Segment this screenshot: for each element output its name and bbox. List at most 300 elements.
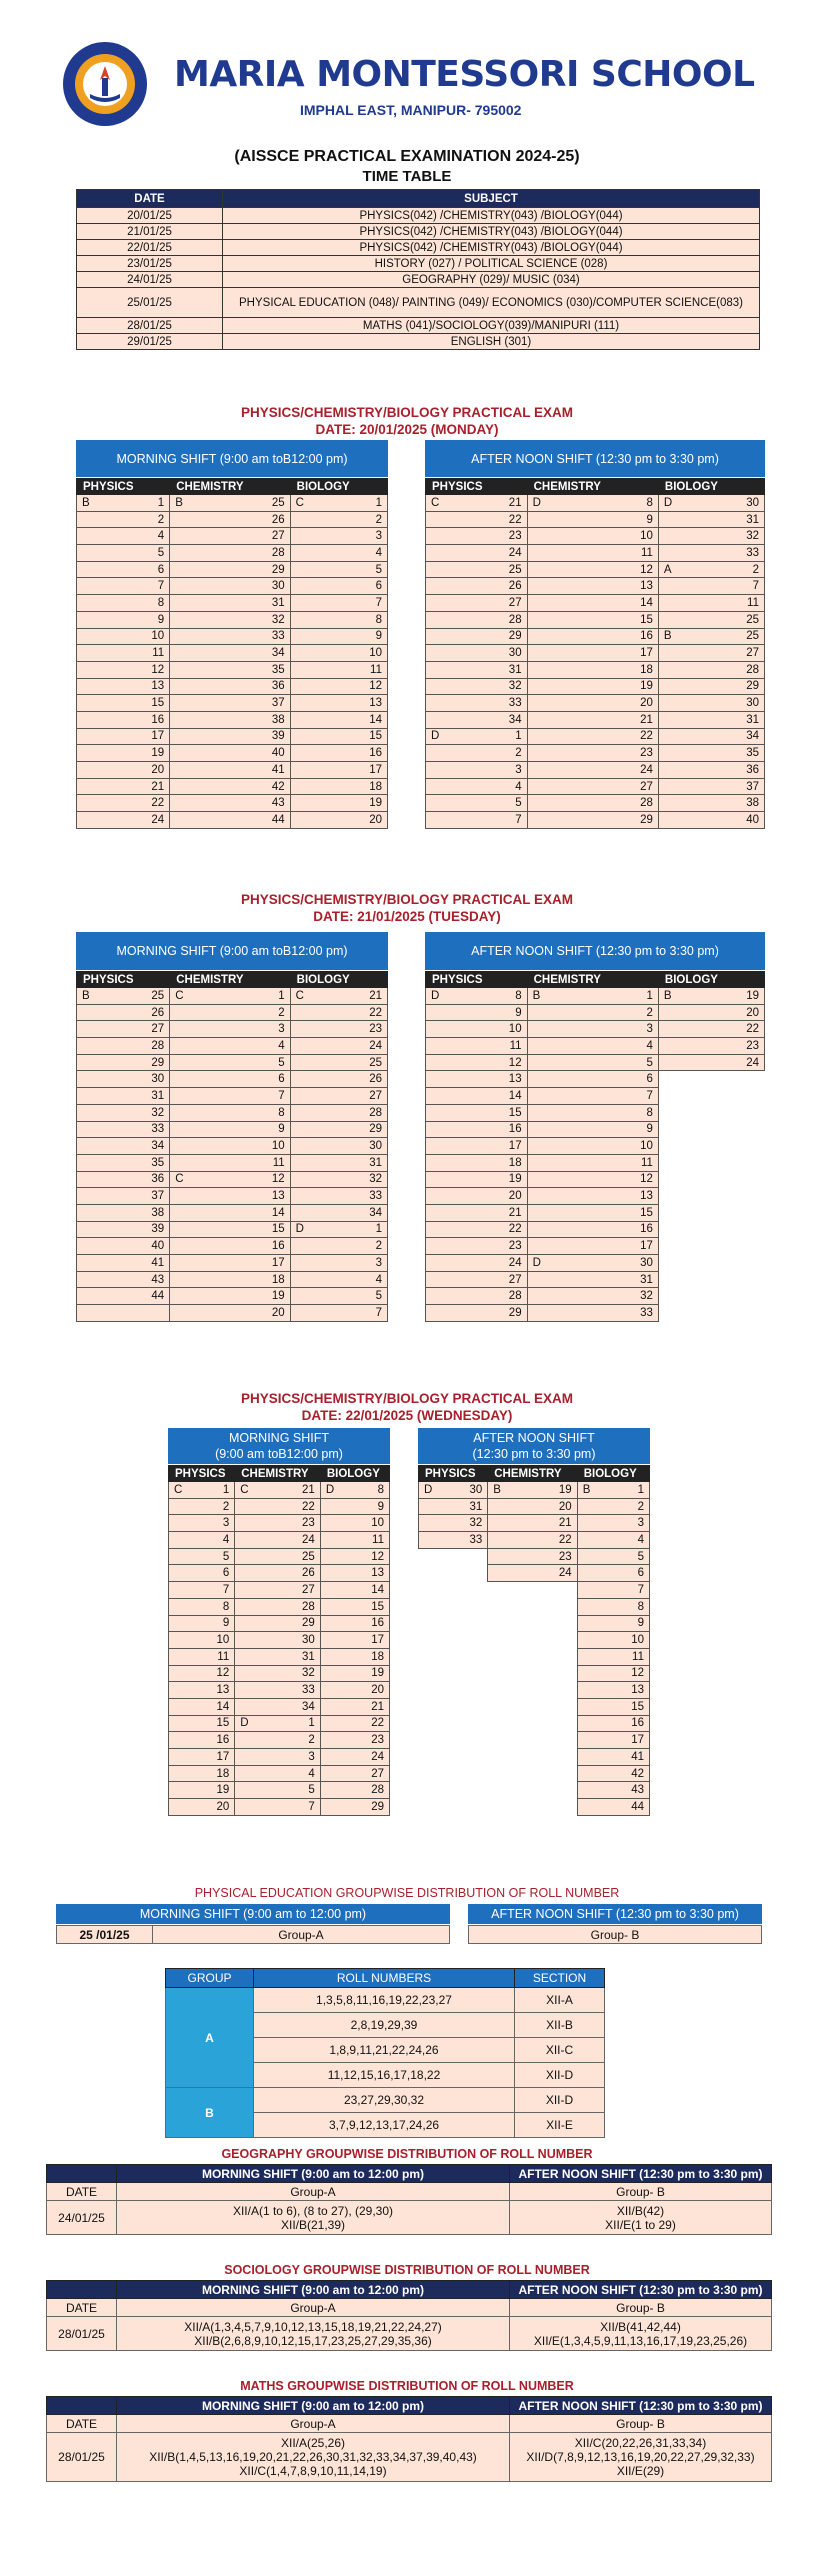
pe-group-header-section: SECTION — [515, 1969, 605, 1988]
school-logo — [56, 40, 154, 128]
roll-number: 37 — [151, 1190, 165, 1203]
timetable-row — [77, 240, 760, 256]
roll-number: 44 — [151, 1290, 165, 1303]
roll-number: 1 — [646, 989, 653, 1002]
roll-cell — [170, 1004, 290, 1021]
roll-row — [419, 1715, 650, 1732]
roll-cell — [77, 628, 170, 645]
timetable-date: 25/01/25 — [77, 288, 223, 318]
roll-number: 3 — [278, 1023, 285, 1036]
roll-number: 24 — [302, 1533, 315, 1546]
timetable-subject: PHYSICS(042) /CHEMISTRY(043) /BIOLOGY(044) — [223, 240, 760, 256]
roll-cell — [169, 1565, 235, 1582]
roll-row — [426, 728, 765, 745]
roll-cell — [320, 1482, 389, 1499]
roll-cell — [290, 1171, 387, 1188]
roll-cell-empty — [419, 1749, 488, 1766]
roll-row — [77, 988, 388, 1005]
roll-row — [419, 1799, 650, 1816]
timetable-date: 28/01/25 — [77, 318, 223, 334]
roll-number: 16 — [369, 747, 382, 760]
pe-roll-numbers: 2,8,19,29,39 — [254, 2013, 515, 2038]
roll-cell — [426, 1188, 528, 1205]
roll-number: 10 — [216, 1634, 230, 1647]
roll-table-head — [426, 972, 765, 988]
roll-number: 24 — [558, 1567, 572, 1580]
roll-cell — [290, 561, 387, 578]
roll-number: 16 — [508, 1123, 522, 1136]
roll-cell — [577, 1482, 649, 1499]
roll-cell — [527, 595, 658, 612]
roll-cell — [170, 795, 290, 812]
roll-row — [426, 1154, 765, 1171]
timetable-subject: PHYSICAL EDUCATION (048)/ PAINTING (049)/ ECONOMICS (030)/COMPUTER SCIENCE(083) — [223, 288, 760, 318]
roll-cell — [527, 511, 658, 528]
roll-cell — [527, 661, 658, 678]
roll-cell — [290, 1221, 387, 1238]
day1-afternoon-table — [425, 478, 765, 829]
roll-number: 4 — [637, 1533, 644, 1546]
roll-col-header: BIOLOGY — [320, 1466, 389, 1482]
roll-cell — [290, 1305, 387, 1322]
roll-number: 18 — [369, 780, 382, 793]
roll-number: 31 — [508, 663, 522, 676]
roll-cell — [658, 495, 764, 512]
roll-cell — [577, 1515, 649, 1532]
roll-cell — [290, 988, 387, 1005]
roll-number: 22 — [302, 1500, 315, 1513]
roll-number: 9 — [646, 1123, 653, 1136]
roll-cell — [320, 1715, 389, 1732]
roll-cell — [170, 545, 290, 562]
roll-number: 15 — [369, 730, 382, 743]
day2-afternoon-head: AFTER NOON SHIFT (12:30 pm to 3:30 pm) — [425, 932, 765, 970]
roll-cell — [426, 1021, 528, 1038]
maths-group-b-line: XII/E(29) — [616, 2464, 665, 2478]
roll-section-letter: C — [175, 989, 184, 1002]
roll-number: 22 — [508, 1223, 522, 1236]
roll-cell — [169, 1632, 235, 1649]
roll-row — [77, 1038, 388, 1055]
roll-cell — [170, 1021, 290, 1038]
roll-cell-empty — [488, 1715, 577, 1732]
school-header — [0, 30, 814, 130]
roll-number: 25 — [369, 1056, 382, 1069]
roll-cell — [77, 812, 170, 829]
roll-number: 29 — [746, 680, 759, 693]
roll-cell — [169, 1615, 235, 1632]
roll-row — [77, 1121, 388, 1138]
roll-number: 1 — [375, 1223, 382, 1236]
pe-morning-group: Group-A — [153, 1926, 450, 1944]
roll-number: 11 — [640, 1156, 653, 1169]
roll-number: 2 — [752, 563, 759, 576]
roll-number: 23 — [508, 530, 522, 543]
roll-table-body — [426, 495, 765, 829]
roll-section-letter: A — [663, 563, 672, 576]
roll-number: 9 — [515, 1006, 522, 1019]
pe-roll-numbers: 11,12,15,16,17,18,22 — [254, 2063, 515, 2088]
geo-header-row — [47, 2165, 772, 2183]
roll-number: 7 — [637, 1583, 644, 1596]
roll-number: 15 — [640, 1206, 653, 1219]
roll-number: 35 — [271, 663, 285, 676]
roll-cell — [235, 1565, 321, 1582]
roll-number: 33 — [369, 1190, 382, 1203]
roll-section-letter: D — [532, 1256, 541, 1269]
roll-number: 15 — [271, 1223, 285, 1236]
roll-cell — [419, 1482, 488, 1499]
roll-number: 34 — [151, 1140, 165, 1153]
roll-row — [426, 1088, 765, 1105]
roll-number: 24 — [151, 813, 165, 826]
timetable — [76, 189, 760, 350]
roll-number: 29 — [508, 1306, 522, 1319]
roll-number: 16 — [640, 630, 653, 643]
roll-cell — [235, 1615, 321, 1632]
roll-row — [169, 1765, 390, 1782]
geo-group-a: Group-A — [117, 2183, 510, 2201]
roll-row — [169, 1749, 390, 1766]
roll-number: 19 — [151, 747, 165, 760]
roll-number: 6 — [278, 1073, 285, 1086]
timetable-subject: GEOGRAPHY (029)/ MUSIC (034) — [223, 272, 760, 288]
roll-cell-empty — [488, 1615, 577, 1632]
roll-number: 18 — [271, 1273, 285, 1286]
roll-number: 21 — [371, 1700, 384, 1713]
roll-cell — [527, 711, 658, 728]
roll-section-letter: C — [431, 496, 440, 509]
roll-cell — [170, 1054, 290, 1071]
roll-row — [419, 1532, 650, 1549]
roll-row — [77, 1188, 388, 1205]
roll-number: 33 — [508, 697, 522, 710]
roll-col-header: BIOLOGY — [577, 1466, 649, 1482]
roll-number: 28 — [508, 1290, 522, 1303]
roll-cell — [77, 1138, 170, 1155]
roll-number: 3 — [515, 763, 522, 776]
roll-number: 4 — [515, 780, 522, 793]
roll-cell-empty — [488, 1682, 577, 1699]
roll-number: 21 — [508, 1206, 522, 1219]
roll-number: 37 — [271, 697, 285, 710]
roll-number: 8 — [646, 496, 653, 509]
soc-group-a: Group-A — [117, 2299, 510, 2317]
roll-cell — [290, 795, 387, 812]
roll-cell — [658, 528, 764, 545]
roll-cell-empty — [419, 1715, 488, 1732]
roll-cell — [290, 812, 387, 829]
roll-number: 10 — [631, 1634, 644, 1647]
roll-row — [169, 1732, 390, 1749]
roll-cell — [77, 745, 170, 762]
roll-row — [426, 1255, 765, 1272]
roll-number: 23 — [371, 1734, 384, 1747]
day3-morning-head-line1: MORNING SHIFT — [229, 1431, 329, 1445]
roll-number: 4 — [646, 1039, 653, 1052]
roll-number: 4 — [375, 546, 382, 559]
roll-number: 23 — [640, 747, 653, 760]
pe-afternoon-row — [468, 1925, 762, 1944]
roll-number: 8 — [157, 596, 165, 609]
geo-group-a-rolls — [117, 2201, 510, 2235]
pe-title — [0, 1885, 814, 1902]
roll-row — [419, 1582, 650, 1599]
roll-number: 13 — [151, 680, 165, 693]
roll-cell — [527, 1138, 658, 1155]
roll-cell — [527, 1271, 658, 1288]
roll-cell — [658, 545, 764, 562]
roll-cell — [170, 1238, 290, 1255]
roll-number: 27 — [371, 1767, 384, 1780]
geo-group-b-line: XII/B(42) — [616, 2203, 665, 2218]
roll-cell — [170, 678, 290, 695]
geo-group-b-line: XII/E(1 to 29) — [605, 2217, 676, 2232]
maths-group-a-rolls — [117, 2433, 510, 2482]
roll-row — [77, 528, 388, 545]
roll-cell — [658, 1004, 764, 1021]
roll-row — [426, 762, 765, 779]
roll-number: 30 — [640, 1256, 653, 1269]
roll-number: 18 — [216, 1767, 230, 1780]
roll-cell — [290, 1054, 387, 1071]
roll-cell — [170, 728, 290, 745]
pe-section: XII-C — [515, 2038, 605, 2063]
timetable-date: 22/01/25 — [77, 240, 223, 256]
roll-cell-empty — [488, 1665, 577, 1682]
roll-number: 13 — [369, 697, 382, 710]
roll-row — [419, 1548, 650, 1565]
roll-cell — [527, 611, 658, 628]
soc-group-b-rolls — [510, 2317, 772, 2351]
roll-cell-empty — [658, 1238, 764, 1255]
roll-cell-empty — [419, 1765, 488, 1782]
roll-cell — [77, 1238, 170, 1255]
roll-cell — [170, 1104, 290, 1121]
roll-cell-empty — [419, 1698, 488, 1715]
roll-cell — [77, 1154, 170, 1171]
roll-cell — [426, 1004, 528, 1021]
roll-section-letter: B — [532, 989, 541, 1002]
roll-row — [169, 1698, 390, 1715]
roll-cell — [77, 1221, 170, 1238]
roll-number: 23 — [558, 1550, 572, 1563]
roll-table-body — [419, 1482, 650, 1816]
roll-cell-empty — [488, 1598, 577, 1615]
roll-cell — [170, 528, 290, 545]
roll-cell — [577, 1498, 649, 1515]
roll-cell — [290, 745, 387, 762]
roll-cell — [77, 561, 170, 578]
roll-row — [169, 1715, 390, 1732]
roll-cell — [658, 511, 764, 528]
roll-number: 22 — [558, 1533, 572, 1546]
timetable-row — [77, 224, 760, 240]
roll-row — [169, 1665, 390, 1682]
timetable-subject: PHYSICS(042) /CHEMISTRY(043) /BIOLOGY(044) — [223, 224, 760, 240]
roll-number: 20 — [508, 1190, 522, 1203]
roll-number: 20 — [216, 1800, 230, 1813]
maths-afternoon-head: AFTER NOON SHIFT (12:30 pm to 3:30 pm) — [510, 2397, 772, 2415]
roll-table-header-row — [426, 972, 765, 988]
roll-row — [77, 561, 388, 578]
roll-row — [419, 1482, 650, 1499]
day2-morning-table — [76, 971, 388, 1322]
roll-row — [426, 778, 765, 795]
roll-cell — [290, 1004, 387, 1021]
roll-cell — [426, 1288, 528, 1305]
roll-cell — [77, 1021, 170, 1038]
roll-cell — [170, 1188, 290, 1205]
roll-cell — [235, 1548, 321, 1565]
roll-cell — [290, 1204, 387, 1221]
timetable-row — [77, 318, 760, 334]
roll-cell-empty — [488, 1632, 577, 1649]
roll-cell-empty — [488, 1765, 577, 1782]
roll-cell — [169, 1698, 235, 1715]
roll-section-letter: D — [325, 1483, 335, 1496]
roll-number: 29 — [151, 1056, 165, 1069]
roll-cell — [577, 1682, 649, 1699]
roll-cell — [290, 728, 387, 745]
roll-cell-empty — [488, 1732, 577, 1749]
roll-cell-empty — [658, 1204, 764, 1221]
roll-row — [77, 595, 388, 612]
roll-cell — [527, 1021, 658, 1038]
roll-section-letter: B — [582, 1483, 591, 1496]
roll-cell — [527, 812, 658, 829]
roll-number: 14 — [640, 596, 653, 609]
geo-title: GEOGRAPHY GROUPWISE DISTRIBUTION OF ROLL NUMBER — [221, 2147, 593, 2161]
roll-number: 42 — [631, 1767, 644, 1780]
roll-number: 15 — [631, 1700, 644, 1713]
roll-row — [419, 1648, 650, 1665]
roll-cell — [320, 1648, 389, 1665]
roll-cell — [290, 578, 387, 595]
roll-number: 42 — [271, 780, 285, 793]
roll-cell — [658, 745, 764, 762]
roll-number: 32 — [151, 1106, 165, 1119]
timetable-body — [77, 208, 760, 350]
roll-col-header: CHEMISTRY — [170, 972, 290, 988]
roll-number: 10 — [508, 1023, 522, 1036]
roll-number: 33 — [302, 1684, 315, 1697]
roll-number: 21 — [151, 780, 165, 793]
roll-cell — [169, 1732, 235, 1749]
roll-cell — [658, 988, 764, 1005]
roll-number: 12 — [631, 1667, 644, 1680]
roll-number: 1 — [157, 496, 165, 509]
roll-section-letter: D — [532, 496, 541, 509]
roll-number: 1 — [222, 1483, 230, 1496]
pe-title-rest: GROUPWISE DISTRIBUTION OF ROLL NUMBER — [335, 1886, 620, 1900]
soc-group-row — [47, 2299, 772, 2317]
roll-row — [77, 495, 388, 512]
roll-number: 12 — [640, 563, 653, 576]
roll-number: 11 — [272, 1156, 285, 1169]
roll-cell — [488, 1482, 577, 1499]
roll-cell — [290, 695, 387, 712]
roll-number: 9 — [375, 630, 382, 643]
roll-cell — [170, 561, 290, 578]
roll-table-body — [77, 495, 388, 829]
roll-number: 9 — [278, 1123, 285, 1136]
roll-number: 4 — [375, 1273, 382, 1286]
soc-group-a-rolls — [117, 2317, 510, 2351]
roll-table-head — [419, 1466, 650, 1482]
roll-number: 41 — [271, 763, 285, 776]
roll-row — [77, 728, 388, 745]
day1-morning-table — [76, 478, 388, 829]
roll-number: 22 — [371, 1717, 384, 1730]
roll-row — [169, 1532, 390, 1549]
roll-cell — [290, 545, 387, 562]
roll-cell — [426, 812, 528, 829]
timetable-date: 24/01/25 — [77, 272, 223, 288]
maths-group-a-line: XII/C(1,4,7,8,9,10,11,14,19) — [239, 2464, 387, 2478]
roll-section-letter: B — [175, 496, 183, 509]
roll-cell — [426, 778, 528, 795]
roll-cell — [426, 661, 528, 678]
roll-number: 1 — [637, 1483, 644, 1496]
roll-cell — [169, 1682, 235, 1699]
soc-morning-head: MORNING SHIFT (9:00 am to 12:00 pm) — [117, 2281, 510, 2299]
roll-number: 27 — [271, 530, 285, 543]
roll-row — [426, 1104, 765, 1121]
roll-number: 5 — [308, 1784, 315, 1797]
roll-number: 28 — [271, 546, 285, 559]
roll-cell — [77, 728, 170, 745]
roll-row — [77, 678, 388, 695]
roll-number: 22 — [369, 1006, 382, 1019]
roll-cell — [426, 611, 528, 628]
roll-row — [169, 1799, 390, 1816]
roll-number: 22 — [151, 797, 165, 810]
roll-row — [426, 1054, 765, 1071]
roll-cell — [320, 1782, 389, 1799]
roll-col-header: PHYSICS — [426, 479, 528, 495]
pe-section: XII-A — [515, 1988, 605, 2013]
geo-data-row — [47, 2201, 772, 2235]
roll-cell — [426, 1305, 528, 1322]
roll-cell — [320, 1665, 389, 1682]
roll-number: 20 — [371, 1684, 384, 1697]
roll-number: 33 — [469, 1533, 483, 1546]
roll-row — [77, 1104, 388, 1121]
soc-afternoon-head: AFTER NOON SHIFT (12:30 pm to 3:30 pm) — [510, 2281, 772, 2299]
roll-cell — [77, 762, 170, 779]
roll-cell — [320, 1532, 389, 1549]
roll-row — [426, 578, 765, 595]
roll-cell — [290, 1121, 387, 1138]
roll-cell — [577, 1765, 649, 1782]
roll-number: 10 — [371, 1517, 384, 1530]
roll-number: 20 — [271, 1306, 285, 1319]
roll-number: 11 — [370, 663, 382, 676]
roll-cell — [290, 778, 387, 795]
roll-number: 26 — [151, 1006, 165, 1019]
roll-cell-empty — [488, 1582, 577, 1599]
roll-number: 29 — [271, 563, 285, 576]
roll-number: 16 — [371, 1617, 384, 1630]
roll-row — [169, 1582, 390, 1599]
maths-date: 28/01/25 — [47, 2433, 117, 2482]
roll-number: 8 — [646, 1106, 653, 1119]
pe-morning-head: MORNING SHIFT (9:00 am to 12:00 pm) — [56, 1904, 450, 1924]
roll-number: 19 — [369, 797, 382, 810]
roll-cell — [426, 561, 528, 578]
roll-col-header: PHYSICS — [426, 972, 528, 988]
